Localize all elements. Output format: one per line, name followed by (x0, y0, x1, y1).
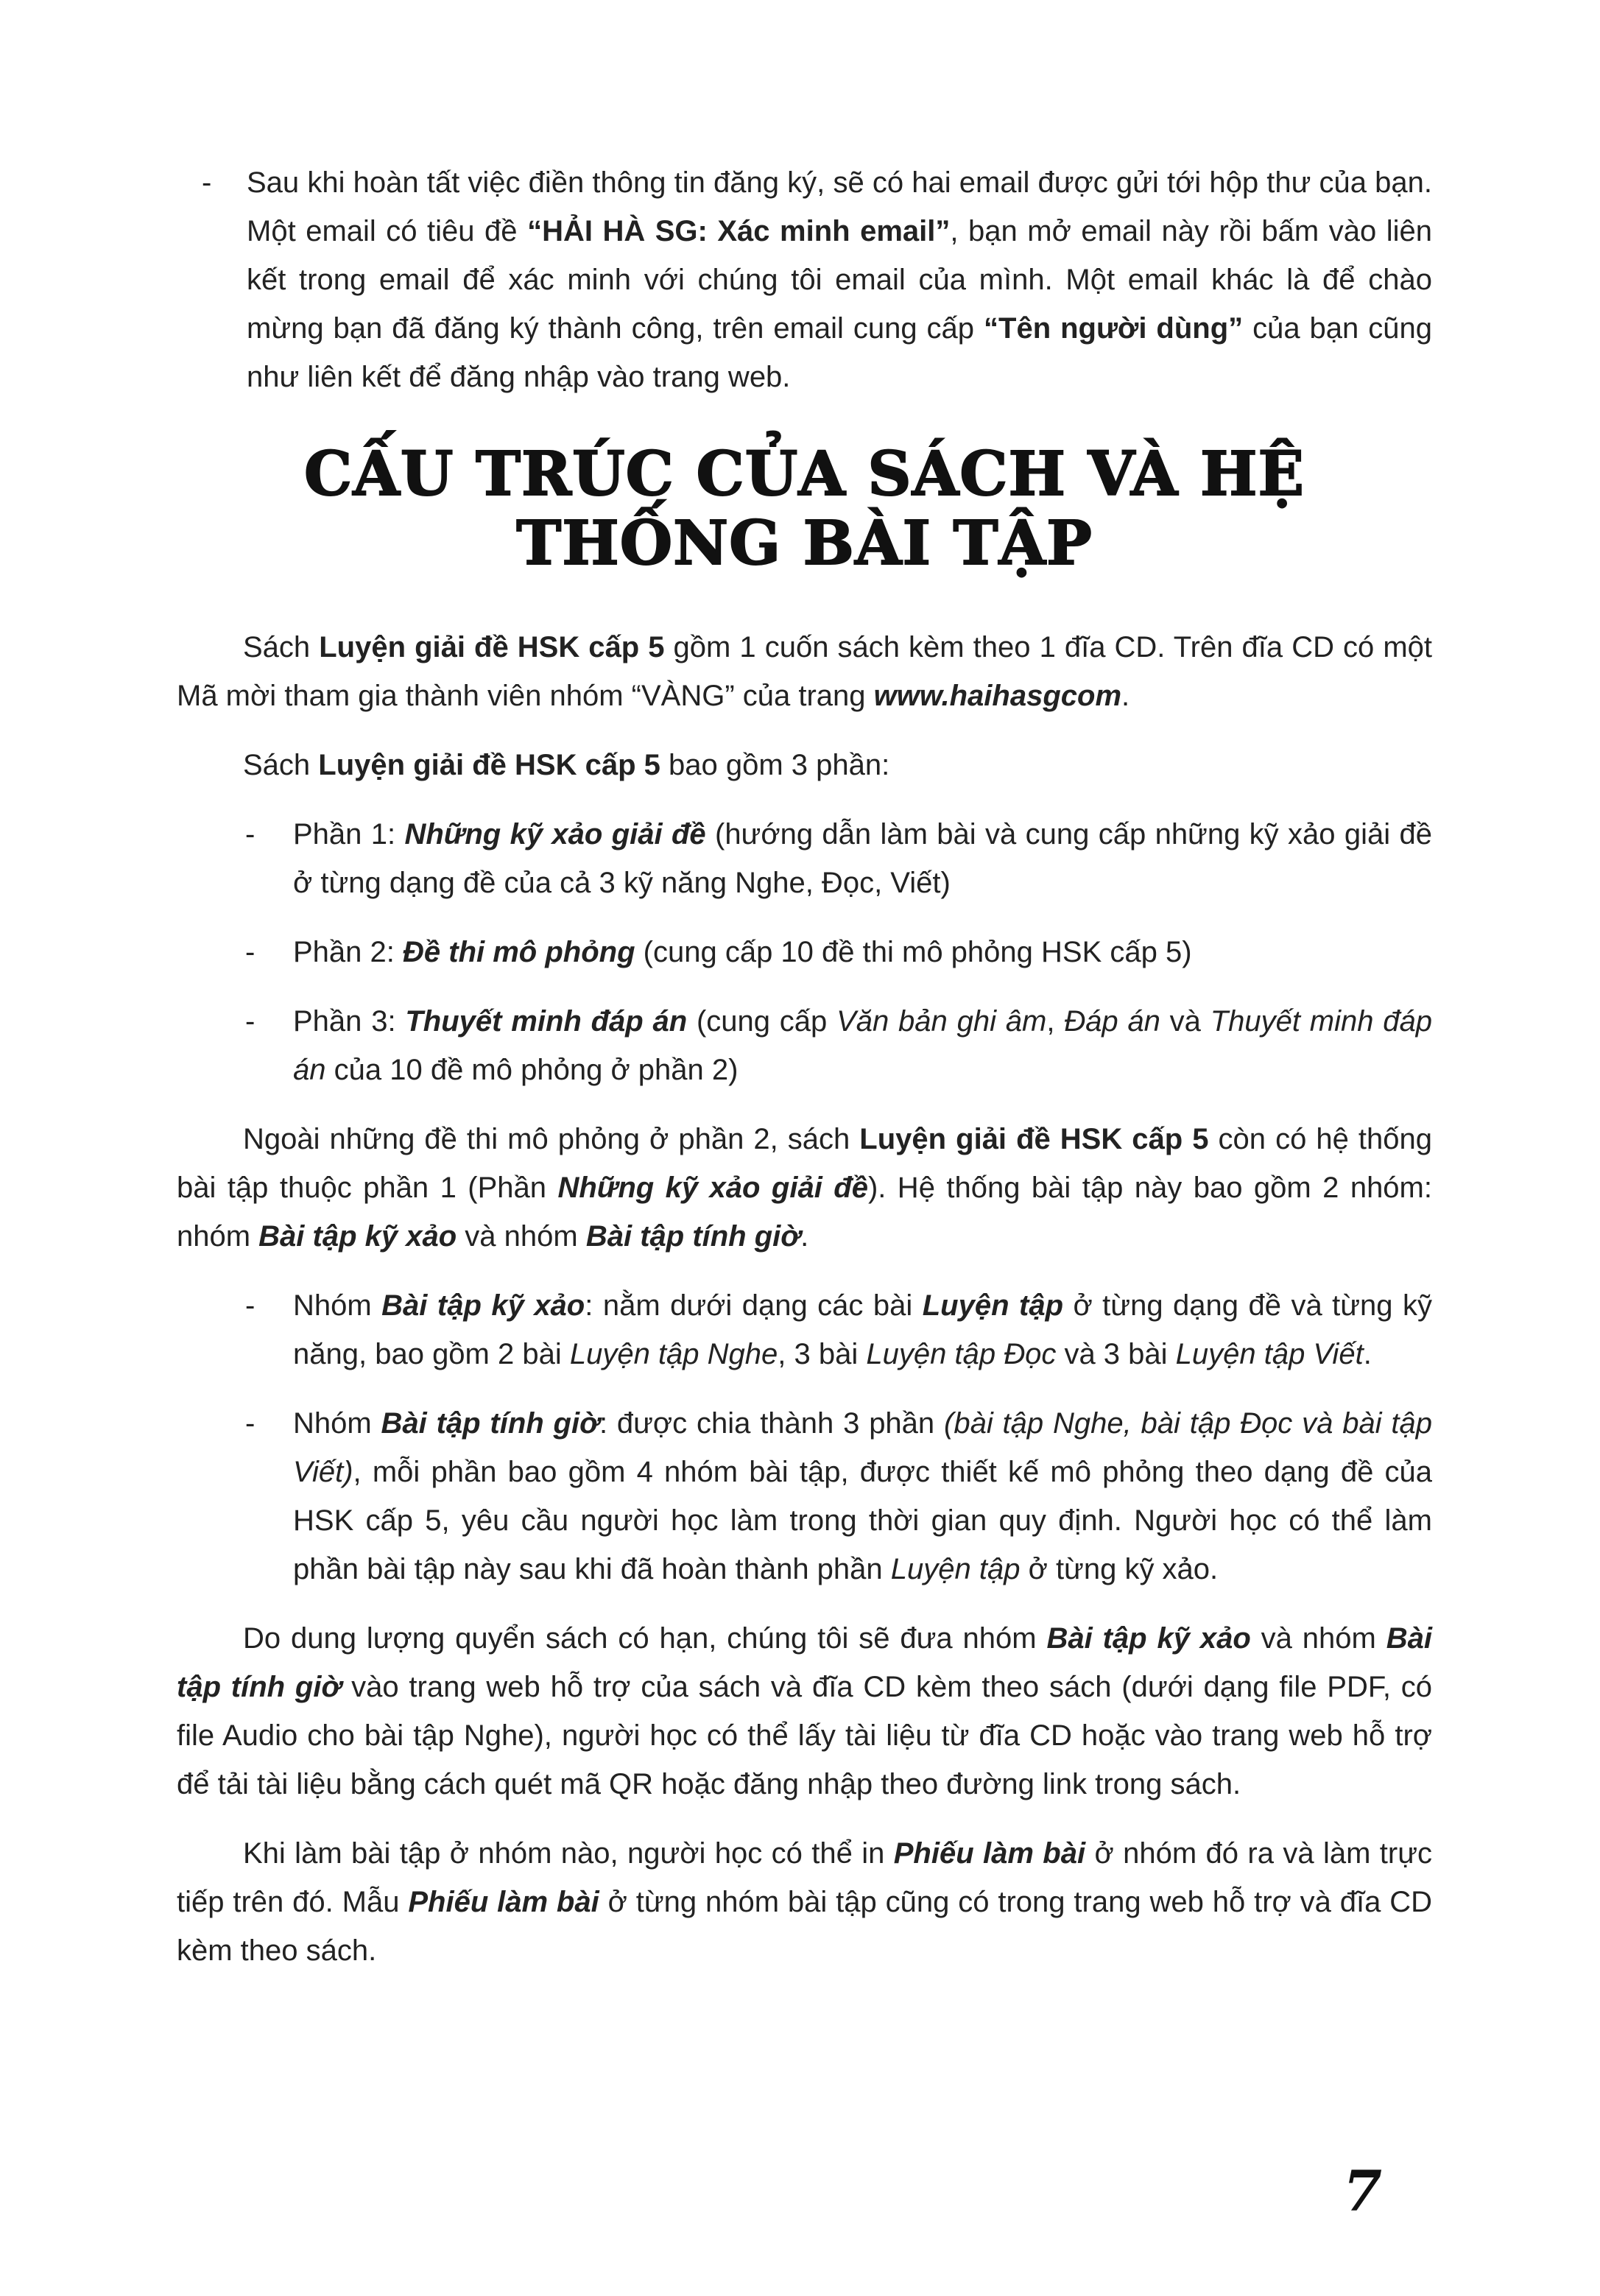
bullet-part-3 (245, 997, 1432, 1094)
bullet-part-1-text: Phần 1: Những kỹ xảo giải đề (hướng dẫn làm bài và cung cấp những kỹ xảo giải đề ở từng dạng đề của cả 3 kỹ năng Nghe, Đọc, Viết) (293, 817, 1432, 899)
bullet-dash-marker: - (245, 817, 255, 851)
paragraph-web-support: Do dung lượng quyển sách có hạn, chúng tôi sẽ đưa nhóm Bài tập kỹ xảo và nhóm Bài tập tính giờ vào trang web hỗ trợ của sách và đĩa CD kèm theo sách (dưới dạng file PDF, có file Audio cho bài tập Nghe), người học có thể lấy tài liệu từ đĩa CD hoặc vào trang web hỗ trợ để tải tài liệu bằng cách quét mã QR hoặc đăng nhập theo đường link trong sách. (177, 1621, 1432, 1800)
bullet-timed-exercises (245, 1399, 1432, 1594)
bullet-timed-exercises-text: Nhóm Bài tập tính giờ: được chia thành 3 phần (bài tập Nghe, bài tập Đọc và bài tập Viết), mỗi phần bao gồm 4 nhóm bài tập, được thiết kế mô phỏng theo dạng đề của HSK cấp 5, yêu cầu người học làm trong thời gian quy định. Người học có thể làm phần bài tập này sau khi đã hoàn thành phần Luyện tập ở từng kỹ xảo. (293, 1406, 1432, 1585)
bullet-dash-marker: - (245, 1289, 255, 1322)
bullet-part-1 (245, 810, 1432, 907)
paragraph-answer-sheet: Khi làm bài tập ở nhóm nào, người học có thể in Phiếu làm bài ở nhóm đó ra và làm trực tiếp trên đó. Mẫu Phiếu làm bài ở từng nhóm bài tập cũng có trong trang web hỗ trợ và đĩa CD kèm theo sách. (177, 1837, 1433, 1967)
paragraph-three-parts-lead: Sách Luyện giải đề HSK cấp 5 bao gồm 3 phần: (243, 748, 890, 781)
page-number: 7 (1343, 2158, 1382, 2224)
bullet-skill-exercises (245, 1281, 1432, 1378)
bullet-part-2 (245, 928, 1432, 976)
section-heading: CẤU TRÚC CỦA SÁCH VÀ HỆ THỐNG BÀI TẬP (304, 439, 1305, 580)
bullet-dash-marker: - (202, 166, 212, 199)
bullet-dash-marker: - (245, 935, 255, 968)
paragraph-book-overview: Sách Luyện giải đề HSK cấp 5 gồm 1 cuốn sách kèm theo 1 đĩa CD. Trên đĩa CD có một Mã mời tham gia thành viên nhóm “VÀNG” của trang www.haihasgcom. (177, 630, 1432, 712)
intro-bullet (202, 158, 1432, 401)
paragraph-exercise-system: Ngoài những đề thi mô phỏng ở phần 2, sách Luyện giải đề HSK cấp 5 còn có hệ thống bài tập thuộc phần 1 (Phần Những kỹ xảo giải đề). Hệ thống bài tập này bao gồm 2 nhóm: nhóm Bài tập kỹ xảo và nhóm Bài tập tính giờ. (177, 1122, 1433, 1253)
bullet-dash-marker: - (245, 1406, 255, 1440)
bullet-dash-marker: - (245, 1004, 255, 1038)
bullet-part-3-text: Phần 3: Thuyết minh đáp án (cung cấp Văn bản ghi âm, Đáp án và Thuyết minh đáp án của 10 đề mô phỏng ở phần 2) (293, 1004, 1433, 1086)
bullet-part-2-text: Phần 2: Đề thi mô phỏng (cung cấp 10 đề thi mô phỏng HSK cấp 5) (293, 935, 1192, 968)
bullet-skill-exercises-text: Nhóm Bài tập kỹ xảo: nằm dưới dạng các bài Luyện tập ở từng dạng đề và từng kỹ năng, bao gồm 2 bài Luyện tập Nghe, 3 bài Luyện tập Đọc và 3 bài Luyện tập Viết. (293, 1289, 1433, 1370)
intro-bullet-text: Sau khi hoàn tất việc điền thông tin đăng ký, sẽ có hai email được gửi tới hộp thư của bạn. Một email có tiêu đề “HẢI HÀ SG: Xác minh email”, bạn mở email này rồi bấm vào liên kết trong email để xác minh với chúng tôi email của mình. Một email khác là để chào mừng bạn đã đăng ký thành công, trên email cung cấp “Tên người dùng” của bạn cũng như liên kết để đăng nhập vào trang web. (247, 166, 1433, 393)
